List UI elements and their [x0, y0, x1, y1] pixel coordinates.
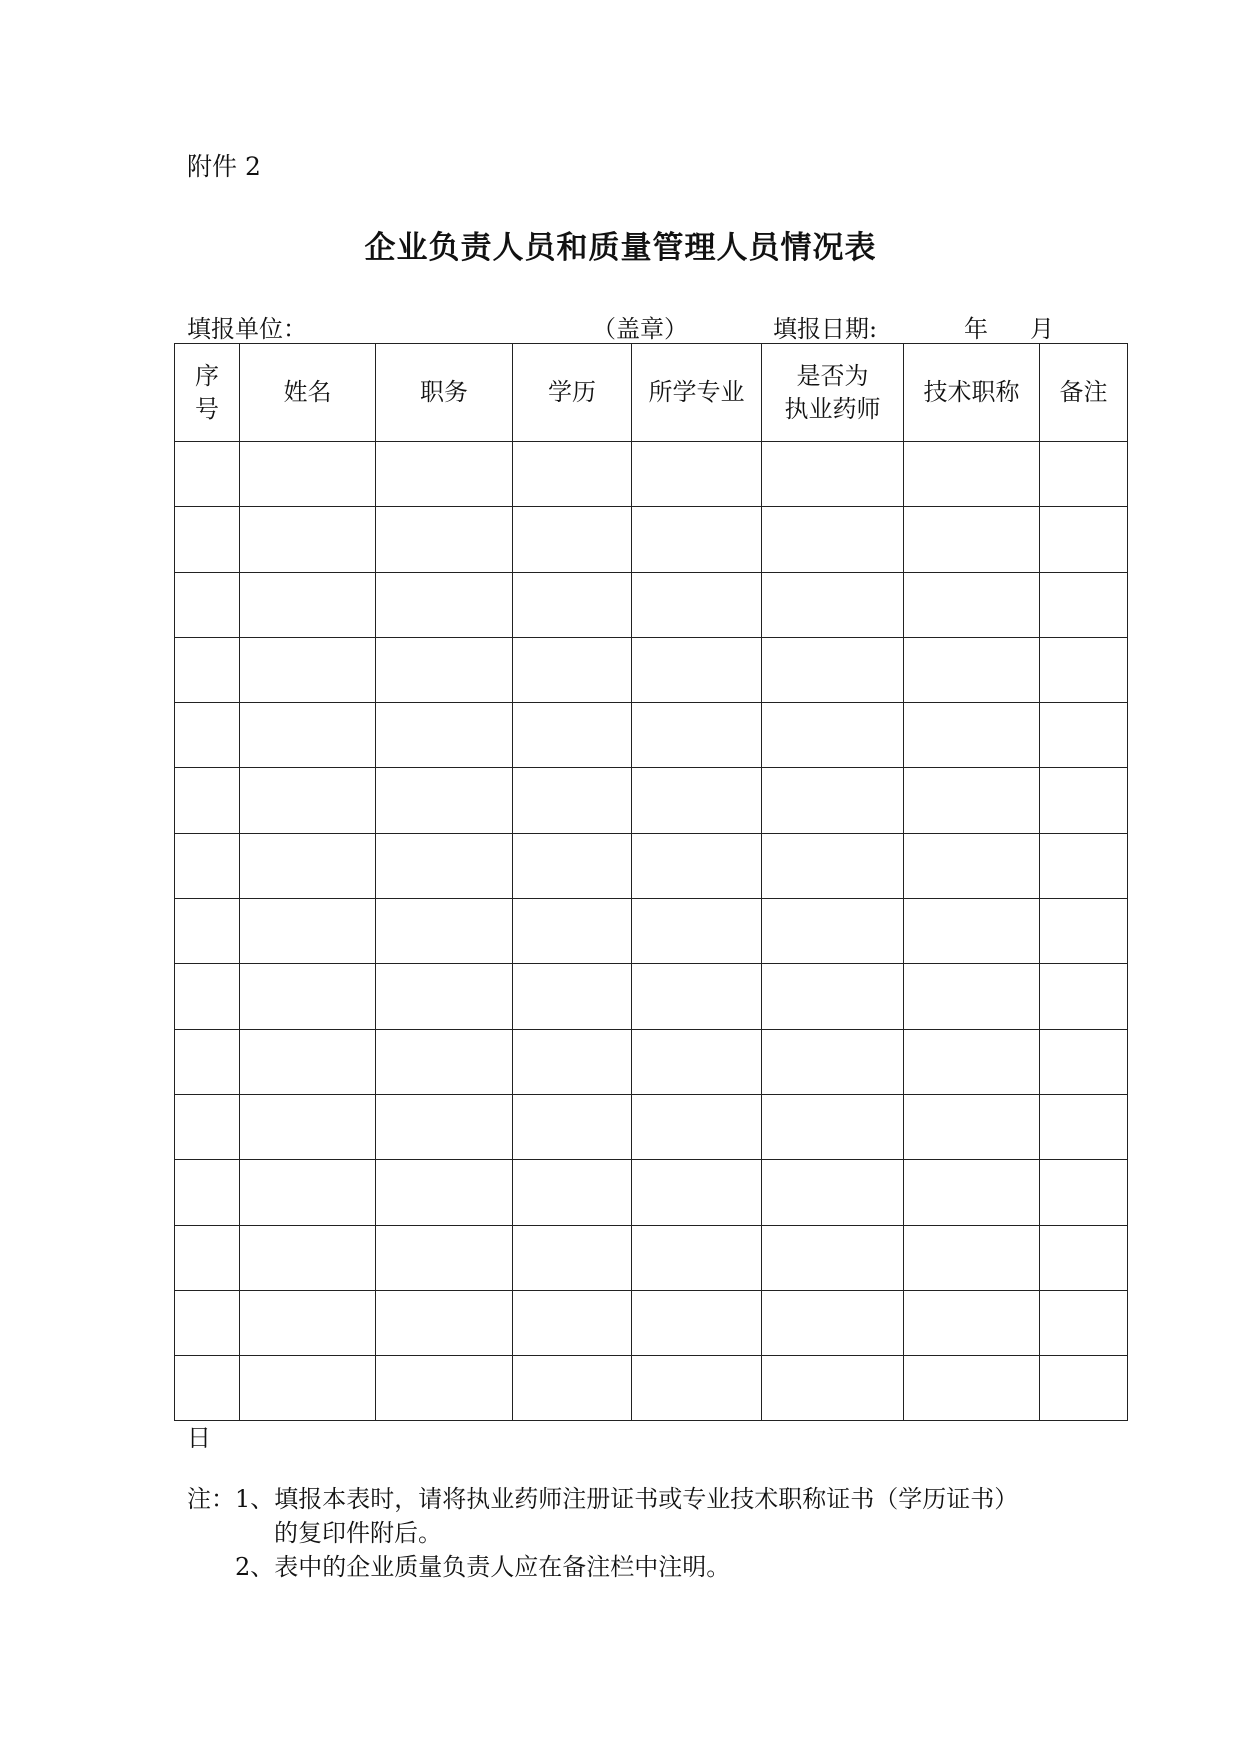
personnel-table: [174, 343, 1128, 1421]
table-cell[interactable]: [240, 637, 376, 702]
table-row: [175, 1290, 1128, 1355]
table-cell[interactable]: [175, 1029, 240, 1094]
table-cell[interactable]: [240, 442, 376, 507]
table-cell[interactable]: [513, 768, 632, 833]
table-cell[interactable]: [175, 507, 240, 572]
table-cell[interactable]: [175, 1290, 240, 1355]
column-header: [632, 344, 762, 442]
table-header-row: [175, 344, 1128, 442]
table-cell[interactable]: [513, 964, 632, 1029]
table-cell[interactable]: [632, 899, 762, 964]
column-header: [1040, 344, 1128, 442]
table-cell[interactable]: [904, 1160, 1040, 1225]
note-item-1: 1、填报本表时，请将执业药师注册证书或专业技术职称证书（学历证书）: [235, 1485, 1019, 1513]
table-cell[interactable]: [632, 1029, 762, 1094]
table-cell[interactable]: [904, 768, 1040, 833]
table-cell[interactable]: [632, 1356, 762, 1421]
column-header: [513, 344, 632, 442]
table-row: [175, 442, 1128, 507]
table-body: [175, 442, 1128, 1421]
year-label: 年: [964, 315, 988, 343]
table-row: [175, 768, 1128, 833]
table-cell[interactable]: [762, 507, 904, 572]
table-cell[interactable]: [1040, 572, 1128, 637]
table-cell[interactable]: [1040, 703, 1128, 768]
table-cell[interactable]: [513, 1356, 632, 1421]
table-cell[interactable]: [175, 1094, 240, 1159]
table-cell[interactable]: [175, 833, 240, 898]
table-cell[interactable]: [1040, 768, 1128, 833]
table-cell[interactable]: [175, 703, 240, 768]
column-header-text: 序: [195, 361, 219, 390]
table-cell[interactable]: [904, 1094, 1040, 1159]
month-label: 月: [1030, 315, 1054, 343]
table-cell[interactable]: [762, 1225, 904, 1290]
day-label: 日: [187, 1424, 211, 1452]
table-cell[interactable]: [240, 964, 376, 1029]
table-row: [175, 703, 1128, 768]
table-row: [175, 1094, 1128, 1159]
table-cell[interactable]: [513, 1094, 632, 1159]
column-header-text: 职务: [420, 378, 468, 406]
table-cell[interactable]: [762, 899, 904, 964]
table-cell[interactable]: [513, 899, 632, 964]
table-cell[interactable]: [1040, 1094, 1128, 1159]
table-cell[interactable]: [376, 1356, 513, 1421]
table-cell[interactable]: [240, 1290, 376, 1355]
table-cell[interactable]: [1040, 1160, 1128, 1225]
table-cell[interactable]: [904, 1290, 1040, 1355]
table-cell[interactable]: [175, 1160, 240, 1225]
table-row: [175, 637, 1128, 702]
table-cell[interactable]: [240, 768, 376, 833]
table-cell[interactable]: [632, 833, 762, 898]
table-cell[interactable]: [1040, 1225, 1128, 1290]
table-cell[interactable]: [240, 1225, 376, 1290]
column-header-text: 号: [195, 394, 219, 423]
table-cell[interactable]: [240, 833, 376, 898]
table-cell[interactable]: [632, 507, 762, 572]
table-cell[interactable]: [762, 833, 904, 898]
table-cell[interactable]: [904, 833, 1040, 898]
table-cell[interactable]: [1040, 964, 1128, 1029]
table-cell[interactable]: [376, 637, 513, 702]
table-cell[interactable]: [1040, 637, 1128, 702]
table-cell[interactable]: [904, 1225, 1040, 1290]
table-cell[interactable]: [376, 768, 513, 833]
table-cell[interactable]: [513, 572, 632, 637]
table-cell[interactable]: [175, 768, 240, 833]
note-item-1-continued: 的复印件附后。: [274, 1519, 442, 1547]
table-cell[interactable]: [376, 507, 513, 572]
table-cell[interactable]: [513, 442, 632, 507]
table-cell[interactable]: [513, 703, 632, 768]
table-row: [175, 507, 1128, 572]
table-cell[interactable]: [1040, 1029, 1128, 1094]
column-header-text: 学历: [548, 378, 596, 406]
table-cell[interactable]: [762, 1029, 904, 1094]
column-header-text: 所学专业: [648, 378, 745, 406]
table-cell[interactable]: [376, 572, 513, 637]
table-cell[interactable]: [175, 899, 240, 964]
column-header: [762, 344, 904, 442]
column-header-text: 执业药师: [784, 394, 881, 423]
table-cell[interactable]: [175, 1356, 240, 1421]
table-cell[interactable]: [240, 1029, 376, 1094]
column-header: [240, 344, 376, 442]
table-cell[interactable]: [632, 572, 762, 637]
table-row: [175, 1356, 1128, 1421]
table-row: [175, 964, 1128, 1029]
column-header-text: 是否为: [796, 361, 869, 390]
form-title: 企业负责人员和质量管理人员情况表: [364, 230, 877, 266]
table-cell[interactable]: [240, 899, 376, 964]
attachment-label: 附件 2: [187, 152, 261, 181]
column-header: [175, 344, 240, 442]
table-cell[interactable]: [762, 1160, 904, 1225]
note-item-2: 2、表中的企业质量负责人应在备注栏中注明。: [235, 1553, 731, 1581]
table-cell[interactable]: [513, 507, 632, 572]
table-cell[interactable]: [632, 703, 762, 768]
table-cell[interactable]: [376, 1225, 513, 1290]
column-header-text: 姓名: [283, 378, 332, 406]
column-header: [376, 344, 513, 442]
table-cell[interactable]: [175, 572, 240, 637]
table-cell[interactable]: [762, 1290, 904, 1355]
table-cell[interactable]: [175, 964, 240, 1029]
reporting-date-label: 填报日期:: [773, 315, 878, 343]
table-cell[interactable]: [513, 833, 632, 898]
table-row: [175, 899, 1128, 964]
table-cell[interactable]: [376, 833, 513, 898]
table-cell[interactable]: [1040, 1290, 1128, 1355]
table-cell[interactable]: [175, 1225, 240, 1290]
table-cell[interactable]: [632, 1094, 762, 1159]
table-cell[interactable]: [1040, 899, 1128, 964]
column-header-text: 备注: [1059, 378, 1108, 406]
table-cell[interactable]: [376, 442, 513, 507]
table-cell[interactable]: [513, 1160, 632, 1225]
table-cell[interactable]: [376, 703, 513, 768]
table-cell[interactable]: [1040, 507, 1128, 572]
column-header: [904, 344, 1040, 442]
table-row: [175, 1225, 1128, 1290]
table-cell[interactable]: [376, 899, 513, 964]
table-cell[interactable]: [513, 1290, 632, 1355]
table-cell[interactable]: [632, 1160, 762, 1225]
table-cell[interactable]: [376, 1094, 513, 1159]
seal-label: （盖章）: [592, 315, 688, 343]
table-cell[interactable]: [1040, 833, 1128, 898]
table-cell[interactable]: [904, 1029, 1040, 1094]
table-cell[interactable]: [175, 442, 240, 507]
table-cell[interactable]: [632, 442, 762, 507]
table-cell[interactable]: [513, 637, 632, 702]
table-cell[interactable]: [240, 572, 376, 637]
table-row: [175, 833, 1128, 898]
table-cell[interactable]: [632, 768, 762, 833]
table-row: [175, 1160, 1128, 1225]
table-cell[interactable]: [904, 507, 1040, 572]
table-cell[interactable]: [1040, 1356, 1128, 1421]
table-cell[interactable]: [632, 637, 762, 702]
table-cell[interactable]: [632, 1225, 762, 1290]
table-cell[interactable]: [632, 1290, 762, 1355]
table-cell[interactable]: [762, 703, 904, 768]
table-cell[interactable]: [240, 507, 376, 572]
table-cell[interactable]: [1040, 442, 1128, 507]
table-row: [175, 1029, 1128, 1094]
note-prefix: 注：: [187, 1485, 235, 1513]
table-cell[interactable]: [762, 1356, 904, 1421]
table-cell[interactable]: [513, 1029, 632, 1094]
reporting-unit-label: 填报单位：: [187, 315, 307, 343]
table-cell[interactable]: [904, 1356, 1040, 1421]
table-cell[interactable]: [175, 637, 240, 702]
table-cell[interactable]: [904, 703, 1040, 768]
table-cell[interactable]: [762, 637, 904, 702]
table-cell[interactable]: [376, 1029, 513, 1094]
table-cell[interactable]: [762, 572, 904, 637]
column-header-text: 技术职称: [923, 378, 1020, 406]
table-cell[interactable]: [904, 964, 1040, 1029]
table-cell[interactable]: [240, 1356, 376, 1421]
table-cell[interactable]: [513, 1225, 632, 1290]
table-cell[interactable]: [904, 442, 1040, 507]
table-cell[interactable]: [376, 1160, 513, 1225]
table-cell[interactable]: [904, 572, 1040, 637]
table-cell[interactable]: [762, 768, 904, 833]
table-cell[interactable]: [240, 703, 376, 768]
table-cell[interactable]: [632, 964, 762, 1029]
table-cell[interactable]: [904, 899, 1040, 964]
table-cell[interactable]: [904, 637, 1040, 702]
table-cell[interactable]: [376, 964, 513, 1029]
table-row: [175, 572, 1128, 637]
table-cell[interactable]: [240, 1160, 376, 1225]
table-cell[interactable]: [762, 1094, 904, 1159]
table-cell[interactable]: [376, 1290, 513, 1355]
table-cell[interactable]: [762, 964, 904, 1029]
table-cell[interactable]: [762, 442, 904, 507]
table-cell[interactable]: [240, 1094, 376, 1159]
